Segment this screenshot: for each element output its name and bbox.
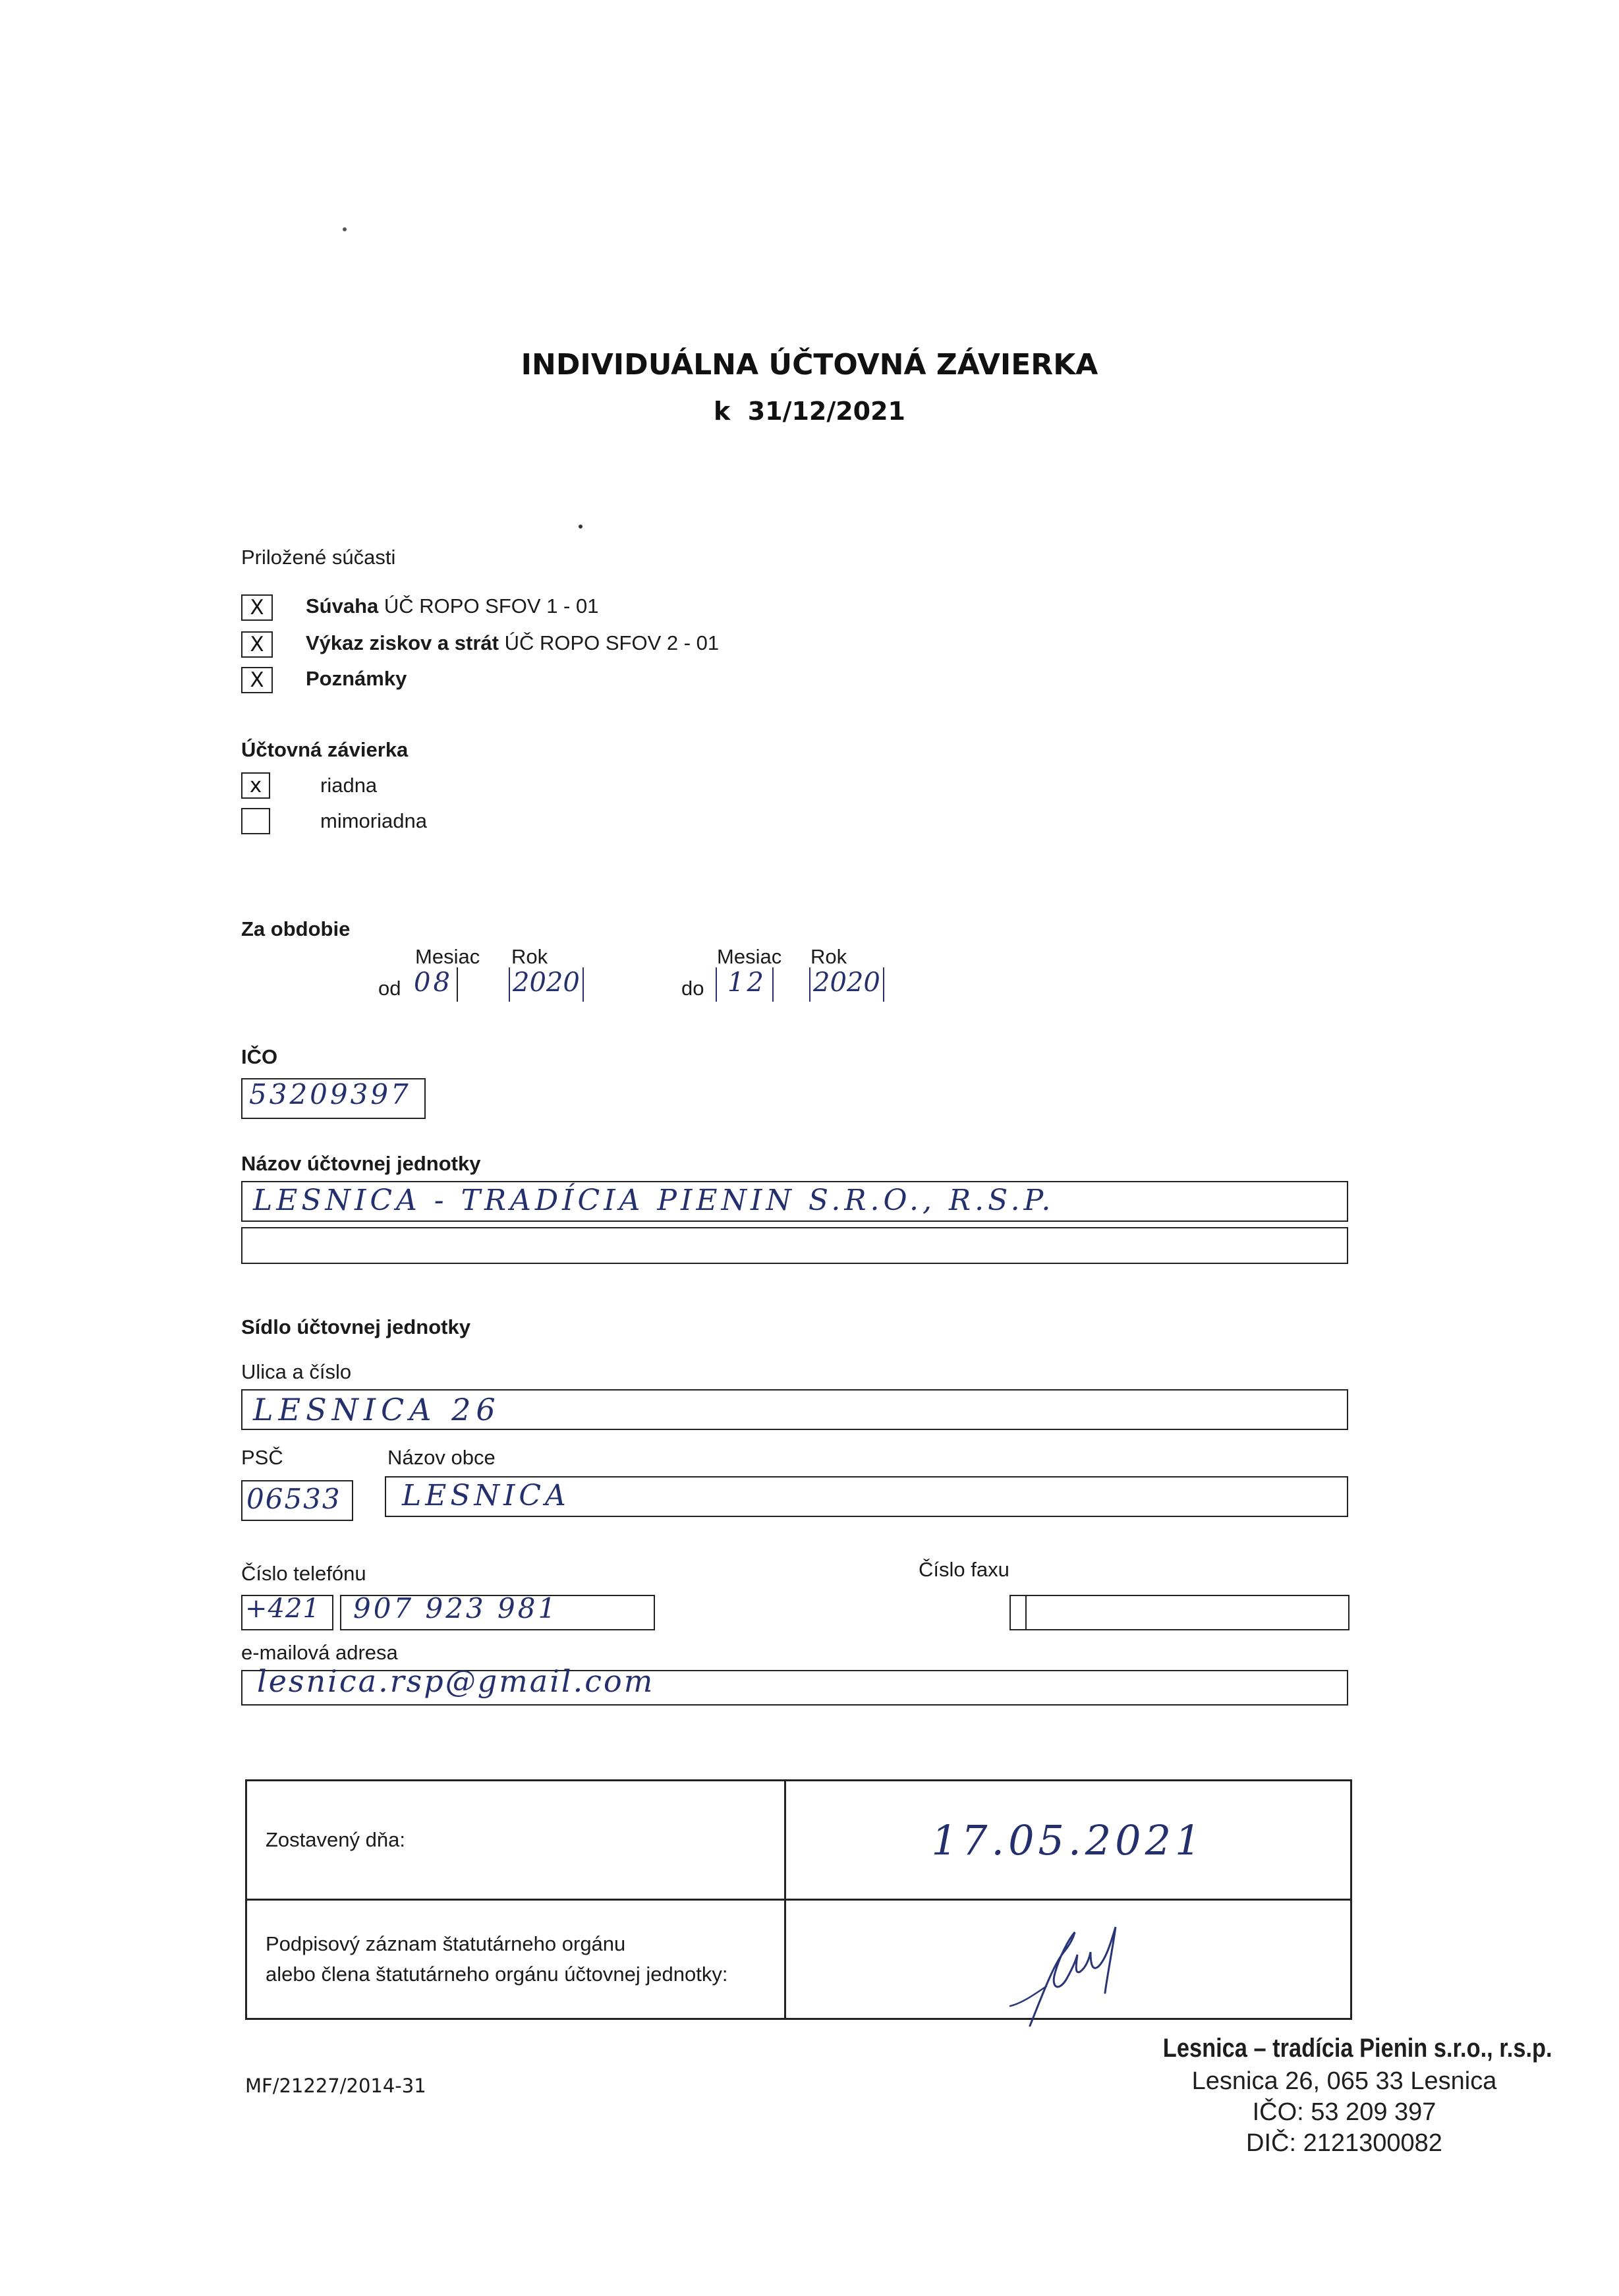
phone-number-value: 907 923 981: [353, 1592, 559, 1624]
signature-label-line2: alebo člena štatutárneho orgánu účtovnej jednotky:: [266, 1963, 728, 1986]
period-from-label: od: [378, 977, 401, 1000]
period-heading: Za obdobie: [241, 917, 351, 940]
city-value: LESNICA: [402, 1479, 570, 1512]
statement-regular-label: riadna: [320, 774, 378, 797]
statement-extraordinary-label: mimoriadna: [320, 809, 427, 832]
compiled-date-value: 17.05.2021: [931, 1816, 1205, 1864]
street-value: LESNICA 26: [253, 1392, 501, 1427]
stamp-dic: DIČ: 2121300082: [1246, 2129, 1442, 2157]
attachment-income-checkbox[interactable]: X: [241, 631, 273, 658]
company-stamp: [1133, 2034, 1555, 2158]
psc-label: PSČ: [241, 1446, 283, 1469]
period-from-year-field[interactable]: 2020: [509, 967, 584, 1002]
compiled-date-cell[interactable]: [785, 1781, 1351, 1900]
attachment-notes-checkbox[interactable]: X: [241, 667, 273, 693]
attachment-balance-checkbox[interactable]: X: [241, 594, 273, 621]
city-label: Názov obce: [387, 1446, 496, 1469]
attachment-balance-name: Súvaha: [306, 594, 379, 617]
stamp-address: Lesnica 26, 065 33 Lesnica: [1191, 2067, 1497, 2095]
entity-name-value: LESNICA - TRADÍCIA PIENIN S.R.O., R.S.P.: [253, 1184, 1055, 1217]
email-label: e-mailová adresa: [241, 1641, 398, 1664]
scan-speck: [343, 227, 347, 231]
attachment-income-name: Výkaz ziskov a strát: [306, 631, 499, 654]
ico-value: 53209397: [249, 1078, 411, 1110]
document-title: INDIVIDUÁLNA ÚČTOVNÁ ZÁVIERKA: [521, 348, 1098, 382]
period-to-month-field[interactable]: 12: [716, 967, 774, 1002]
signature-cell[interactable]: [785, 1900, 1351, 2019]
fax-number-field[interactable]: [1025, 1595, 1349, 1630]
document-date: k 31/12/2021: [713, 397, 905, 426]
attachment-notes-label: Poznámky: [306, 667, 407, 690]
phone-label: Číslo telefónu: [241, 1562, 366, 1585]
stamp-company-name: Lesnica – tradícia Pienin s.r.o., r.s.p.: [1162, 2034, 1552, 2063]
signature-label-cell: [246, 1900, 785, 2019]
handwritten-signature: [984, 1894, 1155, 2039]
fax-label: Číslo faxu: [919, 1558, 1009, 1581]
email-value: lesnica.rsp@gmail.com: [257, 1663, 655, 1699]
entity-name-field-line2[interactable]: [241, 1227, 1348, 1264]
period-from-month-header: Mesiac: [415, 945, 480, 968]
attachment-income-label: [306, 631, 719, 655]
attachment-balance-code: ÚČ ROPO SFOV 1 - 01: [378, 594, 599, 617]
period-from-month-field[interactable]: 08: [414, 967, 458, 1002]
period-to-year-field[interactable]: 2020: [809, 967, 884, 1002]
compiled-row: [246, 1781, 1351, 1900]
compiled-label: Zostavený dňa:: [266, 1828, 405, 1851]
compiled-label-cell: [246, 1781, 785, 1900]
statement-type-heading: Účtovná závierka: [241, 738, 409, 761]
signature-label-line1: Podpisový záznam štatutárneho orgánu: [266, 1932, 626, 1955]
attachments-heading: Priložené súčasti: [241, 546, 396, 569]
ico-label: IČO: [241, 1045, 278, 1068]
signature-table: [245, 1779, 1352, 2020]
scan-speck: [579, 525, 582, 529]
attachment-balance-label: [306, 594, 598, 618]
stamp-ico: IČO: 53 209 397: [1252, 2098, 1436, 2126]
address-heading: Sídlo účtovnej jednotky: [241, 1315, 470, 1338]
phone-prefix-value: +421: [245, 1593, 320, 1624]
attachment-income-code: ÚČ ROPO SFOV 2 - 01: [498, 631, 720, 654]
signature-row: [246, 1900, 1351, 2019]
statement-extraordinary-checkbox[interactable]: [241, 808, 270, 834]
form-code: MF/21227/2014-31: [245, 2075, 426, 2097]
period-to-month-header: Mesiac: [717, 945, 782, 968]
statement-regular-checkbox[interactable]: x: [241, 772, 270, 799]
psc-value: 06533: [246, 1483, 341, 1515]
entity-name-label: Názov účtovnej jednotky: [241, 1152, 481, 1175]
period-to-year-header: Rok: [810, 945, 847, 968]
street-label: Ulica a číslo: [241, 1360, 352, 1383]
period-to-label: do: [681, 977, 704, 1000]
period-from-year-header: Rok: [511, 945, 548, 968]
